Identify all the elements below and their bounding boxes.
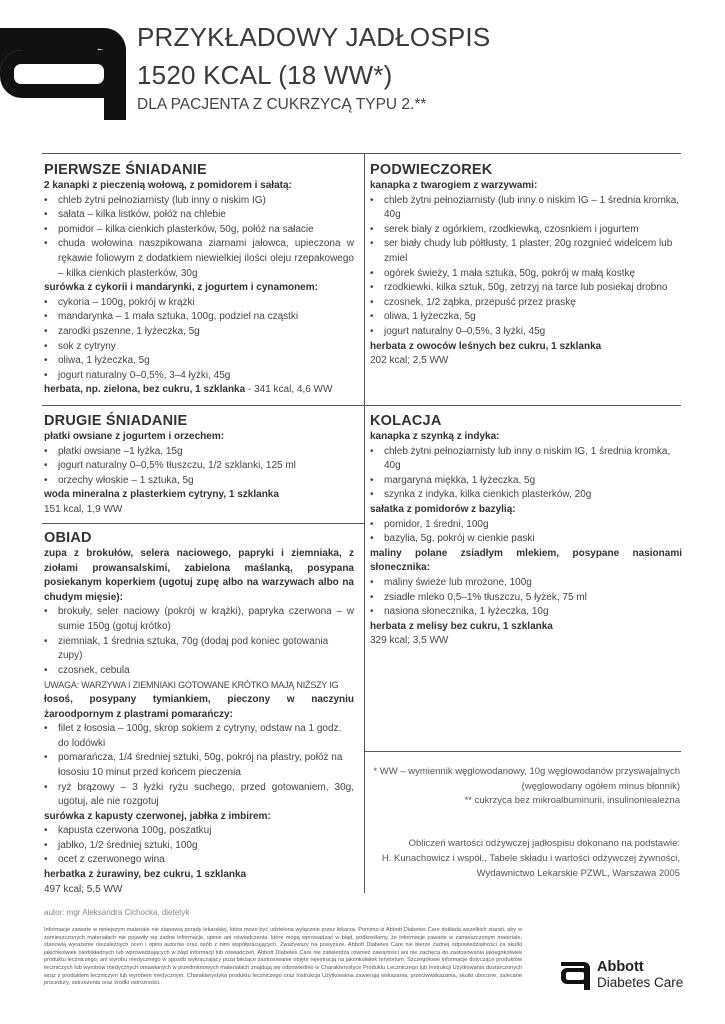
dish-title: 2 kanapki z pieczenią wołową, z pomidorem i sałatą: — [44, 180, 292, 191]
list-item: • jogurt naturalny 0–0,5%, 3 łyżki, 45g — [370, 325, 682, 340]
dish-title: kanapka z twarogiem z warzywami: — [370, 180, 538, 191]
dish-title: surówka z kapusty czerwonej, jabłka z imbirem: — [44, 810, 271, 822]
dish-title: płatki owsiane z jogurtem i orzechem: — [44, 431, 225, 442]
page-title: PRZYKŁADOWY JADŁOSPIS — [137, 22, 491, 52]
list-item: • kapusta czerwona 100g, poszatkuj — [44, 824, 354, 839]
list-item: • pomarańcza, 1/4 średniej sztuki, 50g, pokrój na plastry, połóż na łososiu 10 minut przed końcem pieczenia — [44, 751, 354, 780]
notes-divider — [364, 751, 681, 752]
section-heading: OBIAD — [44, 530, 92, 546]
list-item: • jabłko, 1/2 średniej sztuki, 100g — [44, 839, 354, 854]
list-item: • rzodkiewki, kilka sztuk, 50g, zetrzyj na tarce lub posiekaj drobno — [370, 281, 682, 296]
drink: herbata, np. zielona, bez cukru, 1 szklanka — [44, 384, 246, 396]
footnote-diabetes: ** cukrzyca bez mikroalbuminurii, insulinonieależna — [464, 795, 680, 806]
list-item: • ryż brązowy – 3 łyżki ryżu suchego, przed gotowaniem, 30g, ugotuj, ale nie rozgotuj — [44, 781, 354, 810]
list-item: • czosnek, 1/2 ząbka, przepuść przez praskę — [370, 296, 682, 311]
list-item: • oliwa, 1 łyżeczka, 5g — [44, 354, 354, 369]
list-item: • filet z łososia – 100g, skrop sokiem z cytryny, odstaw na 1 godz. do lodówki — [44, 722, 354, 751]
drink: woda mineralna z plasterkiem cytryny, 1 szklanka — [44, 489, 279, 501]
list-item: • sałata – kilka listków, połóż na chlebie — [44, 208, 354, 223]
source-line: Obliczeń wartości odżywczej jadłospisu dokonano na podstawie: — [408, 838, 680, 849]
list-item: • ziemniak, 1 średnia sztuka, 70g (dodaj pod koniec gotowania zupy) — [44, 635, 354, 664]
abbott-mark-icon — [561, 962, 590, 990]
author-credit: autor: mgr Aleksandra Cichocka, dietetyk — [44, 908, 190, 917]
list-item: • czosnek, cebula — [44, 664, 354, 679]
section-heading: DRUGIE ŚNIADANIE — [44, 413, 188, 429]
section-heading: PIERWSZE ŚNIADANIE — [44, 162, 207, 178]
list-item: • zsiadłe mleko 0,5–1% tłuszczu, 5 łyżek, 75 ml — [370, 591, 682, 606]
section-lunch — [44, 529, 354, 897]
list-item: • ogórek świeży, 1 mała sztuka, 50g, pokrój w małą kostkę — [370, 267, 682, 282]
section-heading: KOLACJA — [370, 413, 442, 429]
drink: herbatka z żurawiny, bez cukru, 1 szklanka — [44, 869, 247, 881]
list-item: • bazylia, 5g, pokrój w cienkie paski — [370, 532, 682, 547]
source-line: Wydawnictwo Lekarskie PZWL, Warszawa 2005 — [476, 868, 680, 879]
abbott-logo-icon — [0, 28, 126, 120]
list-item: • ser biały chudy lub półtłusty, 1 plaster, 20g rozgnieć widelcem lub zmiel — [370, 237, 682, 266]
list-item: • jogurt naturalny 0–0,5% tłuszczu, 1/2 szklanki, 125 ml — [44, 459, 354, 474]
brand-name: Abbott — [597, 959, 644, 975]
disclaimer: Informacje zawarte w niniejszym materiale nie stanowią porady lekarskiej, która może być udzielona wyłącznie przez lekarza. Pomimo iż Abbott Diabetes Care dokłada wszelkich starań, aby w zamieszczonych materiałach nie pojawiły się żadne informacje, opinie ani oświadczenia, które mogą wprowadzać w błąd, podkreślamy, że informacje zawarte w zamieszczonym materiale, stanowią wyrażenie niezależnych ocen i opinii autorów oraz osób z nimi współpracujących. Zważywszy na powyższe, Abbott Diabetes Care nie bierze żadnej odpowiedzialności za skutki jakichkolwiek niedokładnych lub wprowadzających w błąd informacji lub oświadczeń. Abbott Diabetes Care nie zatwierdza również zawartości ani nie zachęca do zastosowania jakiegokolwiek produktu leczniczego, ani wyrobu medycznego w sposób wykraczający poza bieżące zastosowanie objęte rejestracją na jakimkolwiek terytorium. Szczegółowe informacje dotyczące produktów leczniczych lub wyrobów medycznych omawianych w przedmiotowych materiałach znajdują się odpowiednio w Charakterystyce Produktu Leczniczego lub Instrukcji Użytkowania dostarczonych wraz z produktem leczniczym lub wyrobem medycznym. Charakterystyka produktu leczniczego oraz Instrukcja Użytkowania zawierają wskazania, przeciwwskazania, skutki uboczne, zalecane procedury, ostrzeżenia oraz środki ostrożności. — [44, 927, 522, 987]
section-afternoon-snack — [370, 161, 682, 369]
list-item: • nasiona słonecznika, 1 łyżeczka, 10g — [370, 605, 682, 620]
list-item: • pomidor, 1 średni, 100g — [370, 518, 682, 533]
list-item: • mandarynka – 1 mała sztuka, 100g, podziel na cząstki — [44, 310, 354, 325]
list-item: • ocet z czerwonego wina — [44, 853, 354, 868]
dish-title: łosoś, posypany tymiankiem, pieczony w naczyniu żaroodpornym z plastrami pomarańczy: — [44, 693, 354, 720]
dish-title: zupa z brokułów, selera naciowego, papryki i ziemniaka, z ziołami prowansalskimi, zabielona maślanką, posypana posiekanym koperkiem (ugotuj zupę albo na warzywach albo na chudym mięsie): — [44, 548, 354, 603]
dish-title: maliny polane zsiadłym mlekiem, posypane nasionami słonecznika: — [370, 547, 682, 574]
list-item: • jogurt naturalny 0–0,5%, 3–4 łyżki, 45g — [44, 369, 354, 384]
section-breakfast — [44, 161, 354, 398]
list-item: • sok z cytryny — [44, 340, 354, 355]
abbott-brand — [561, 958, 701, 994]
list-item: • płatki owsiane –1 łyżka, 15g — [44, 445, 354, 460]
dish-title: surówka z cykorii i mandarynki, z jogurtem i cynamonem: — [44, 282, 318, 294]
list-item: • pomidor – kilka cienkich plasterków, 50g, połóż na sałacie — [44, 223, 354, 238]
section-heading: PODWIECZOREK — [370, 162, 493, 178]
summary: 497 kcal; 5,5 WW — [44, 883, 123, 895]
section-dinner — [370, 412, 682, 649]
list-item: • margaryna miękka, 1 łyżeczka, 5g — [370, 474, 682, 489]
summary: 202 kcal; 2,5 WW — [370, 355, 449, 367]
top-divider — [42, 153, 681, 154]
obiad-divider — [42, 523, 364, 524]
warning-note: UWAGA: WARZYWA I ZIEMNIAKI GOTOWANE KRÓTKO MAJĄ NIŻSZY IG — [44, 680, 339, 691]
dish-title: kanapka z szynką z indyka: — [370, 431, 500, 442]
list-item: • chleb żytni pełnoziarnisty lub inny o niskim IG, 1 średnia kromka, 40g — [370, 445, 682, 474]
page-subtitle: DLA PACJENTA Z CUKRZYCĄ TYPU 2.** — [137, 96, 427, 113]
drink: herbata z owoców leśnych bez cukru, 1 szklanka — [370, 340, 602, 352]
list-item: • chleb żytni pełnoziarnisty (lub inny o niskim IG) — [44, 194, 354, 209]
summary: - 341 kcal, 4,6 WW — [245, 384, 333, 396]
section-second-breakfast — [44, 412, 354, 518]
source-line: H. Kunachowicz i współ., Tabele składu i wartości odżywczej żywności, — [381, 853, 680, 864]
summary: 329 kcal; 3,5 WW — [370, 635, 449, 647]
drink: herbata z melisy bez cukru, 1 szklanka — [370, 620, 553, 632]
list-item: • cykoria – 100g, pokrój w krążki — [44, 296, 354, 311]
brand-subtitle: Diabetes Care — [597, 975, 684, 990]
list-item: • brokuły, seler naciowy (pokrój w krążki), papryka czerwona – w sumie 150g (gotuj krótko) — [44, 605, 354, 634]
list-item: • szynka z indyka, kilka cienkich plasterków, 20g — [370, 488, 682, 503]
list-item: • oliwa, 1 łyżeczka, 5g — [370, 310, 682, 325]
list-item: • zarodki pszenne, 1 łyżeczka, 5g — [44, 325, 354, 340]
list-item: • maliny świeże lub mrożone, 100g — [370, 576, 682, 591]
drink-line — [44, 383, 354, 398]
row-divider-left — [42, 405, 364, 406]
summary: 151 kcal, 1,9 WW — [44, 503, 123, 515]
list-item: • serek biały z ogórkiem, rzodkiewką, czosnkiem i jogurtem — [370, 223, 682, 238]
list-item: • chuda wołowina naszpikowana ziarnami jałowca, upieczona w rękawie foliowym z dodatkiem niewielkiej ilości oleju rzepakowego – kilka cienkich plasterków, 30g — [44, 237, 354, 281]
list-item: • chleb żytni pełnoziarnisty (lub inny o niskim IG – 1 średnia kromka, 40g — [370, 194, 682, 223]
row-divider-right — [364, 405, 681, 406]
footnote-ww: * WW – wymiennik węglowodanowy, 10g węglowodanów przyswajalnych (węglowodany ogółem minus błonnik) — [373, 766, 680, 792]
column-divider — [364, 153, 365, 893]
list-item: • orzechy włoskie – 1 sztuka, 5g — [44, 474, 354, 489]
page-title-calories: 1520 KCAL (18 WW*) — [137, 60, 393, 90]
dish-title: sałatka z pomidorów z bazylią: — [370, 503, 516, 515]
